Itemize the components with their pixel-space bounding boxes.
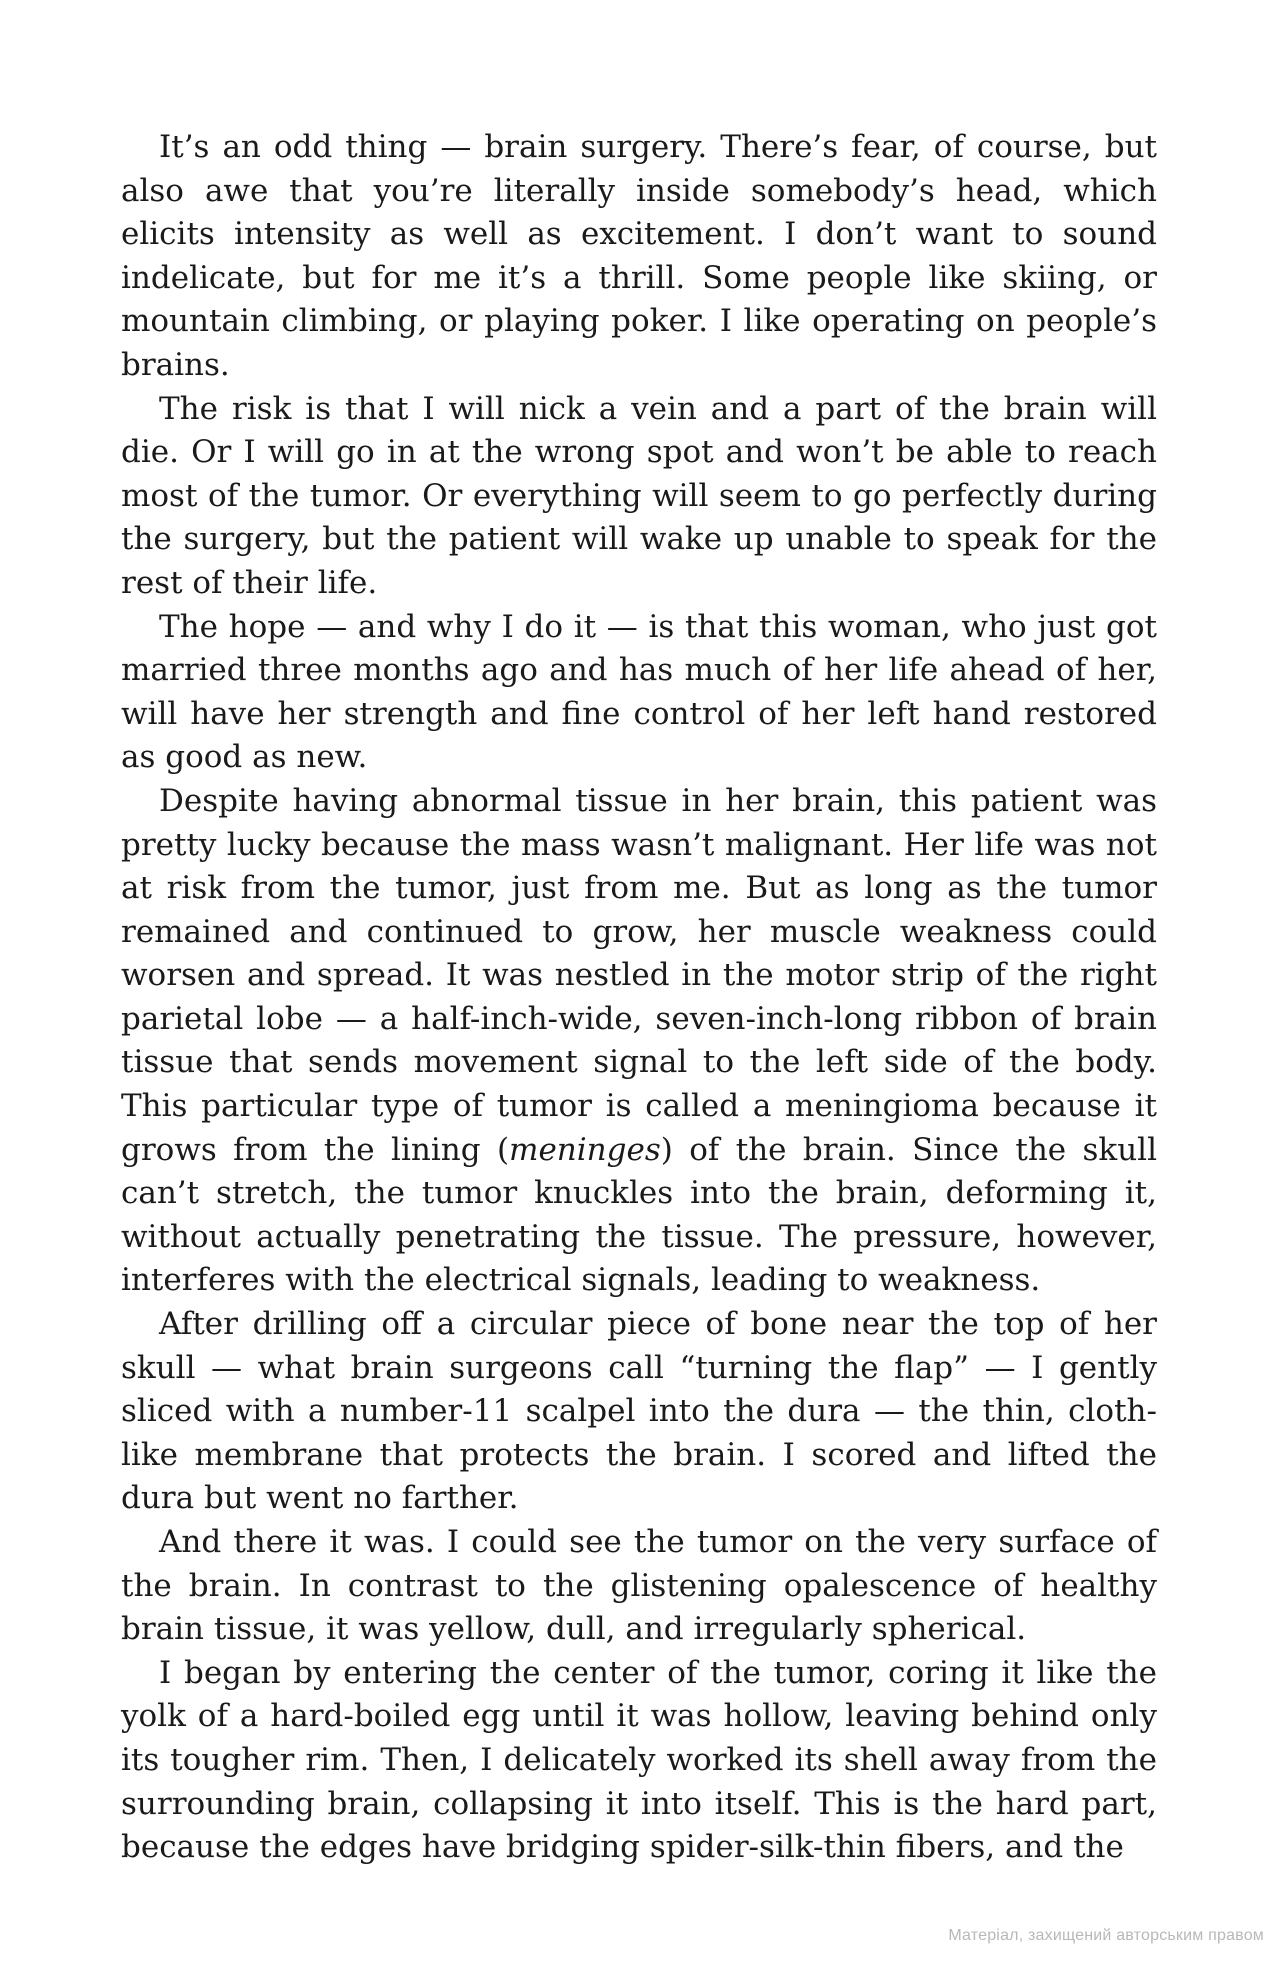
paragraph-7: I began by entering the center of the tumor, coring it like the yolk of a hard-boiled egg until it was hollow, leaving behind only its tougher rim. Then, I delicately worked its shell away from the surrounding brain, collapsing it into itself. This is the hard part, because the edges have bridging spider-silk-thin fibers, and the: [121, 1654, 1157, 1866]
paragraph-4-text-after: ) of the brain. Since the skull can’t stretch, the tumor knuckles into the brain, deforming it, without actually penetrating the tissue. The pressure, however, interferes with the electrical signals, leading to weakness.: [121, 1131, 1157, 1299]
paragraph-4: [121, 780, 1157, 1303]
copyright-watermark: Матеріал, захищений авторським правом: [948, 1927, 1264, 1944]
page-body: [121, 126, 1157, 1870]
paragraph-6: And there it was. I could see the tumor on the very surface of the brain. In contrast to the glistening opalescence of healthy brain tissue, it was yellow, dull, and irregularly spherical.: [121, 1524, 1157, 1648]
paragraph-4-text-before: Despite having abnormal tissue in her brain, this patient was pretty lucky because the mass wasn’t malignant. Her life was not at risk from the tumor, just from me. But as long as the tumor remained and continued to grow, her muscle weakness could worsen and spread. It was nestled in the motor strip of the right parietal lobe — a half-inch-wide, seven-inch-long ribbon of brain tissue that sends movement signal to the left side of the body. This particular type of tumor is called a meningioma because it grows from the lining (: [121, 782, 1157, 1168]
paragraph-2: The risk is that I will nick a vein and a part of the brain will die. Or I will go in at the wrong spot and won’t be able to reach most of the tumor. Or everything will seem to go perfectly during the surgery, but the patient will wake up unable to speak for the rest of their life.: [121, 390, 1157, 601]
paragraph-1: It’s an odd thing — brain surgery. There’s fear, of course, but also awe that you’re literally inside somebody’s head, which elicits intensity as well as excitement. I don’t want to sound indelicate, but for me it’s a thrill. Some people like skiing, or mountain climbing, or playing poker. I like operating on people’s brains.: [121, 129, 1157, 383]
paragraph-5: After drilling off a circular piece of bone near the top of her skull — what brain surgeons call “turning the flap” — I gently sliced with a number-11 scalpel into the dura — the thin, cloth-like membrane that protects the brain. I scored and lifted the dura but went no farther.: [121, 1306, 1157, 1517]
paragraph-3: The hope — and why I do it — is that this woman, who just got married three months ago and has much of her life ahead of her, will have her strength and fine control of her left hand restored as good as new.: [121, 608, 1157, 776]
paragraph-4-italic-term: meninges: [509, 1131, 661, 1168]
